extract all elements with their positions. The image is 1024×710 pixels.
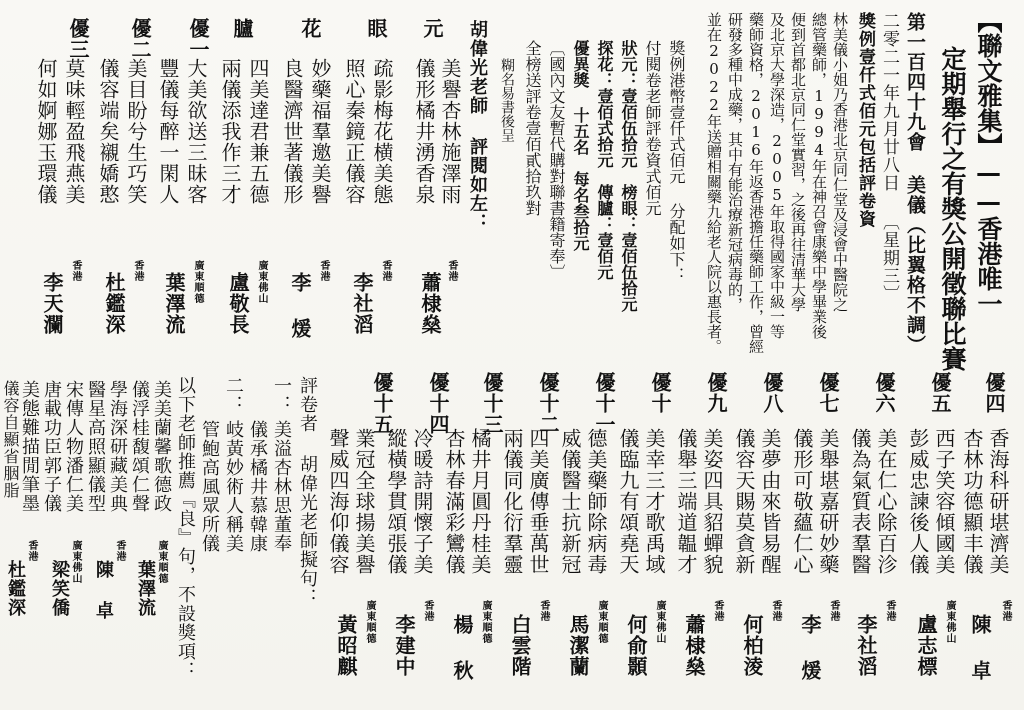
couplet-line1: 美幸三才歌禹域: [642, 428, 666, 575]
winner-region: 香港: [1000, 600, 1011, 622]
couplet-line1: 疏影梅花横美態: [370, 58, 394, 205]
recommended-line1: 美態難描閒筆墨: [19, 380, 40, 513]
judge-intro: 胡偉光老師 評閱如左：: [467, 20, 488, 232]
couplet-line2: 杏林功德顯丰儀: [960, 428, 984, 575]
winner-region: 廣東順德: [192, 260, 203, 304]
rank-yan: 眼: [364, 18, 388, 39]
couplet-line2: 照心秦鏡正儀容: [342, 58, 366, 205]
winner-name: 葉澤流: [162, 272, 186, 335]
couplet-line2: 縱橫學貫頌張儀: [384, 428, 408, 575]
rank-you-12: 優十二: [536, 372, 560, 435]
winner-region: 香港: [828, 600, 839, 622]
editor-intro: 評卷者 胡偉光老師擬句：: [297, 376, 318, 607]
winner-region: 香港: [538, 600, 549, 622]
winner-region: 廣東順德: [364, 600, 375, 644]
couplet-line1: 美譽杏林施澤雨: [438, 58, 462, 205]
recommended-region: 香港: [26, 540, 37, 562]
intro-line-6: 研發多種中成藥，其中有能治療新冠病毒的，: [726, 12, 744, 312]
prize-line-4: 探花：壹佰式拾元 傳臚：壹佰元: [595, 40, 614, 280]
editor-item2-line1: 岐黃妙術人稱美: [223, 420, 244, 553]
winner-region: 香港: [712, 600, 723, 622]
couplet-line1: 妙藥福羣邀美譽: [308, 58, 332, 205]
winner-region: 廣東順德: [480, 600, 491, 644]
winner-region: 香港: [446, 260, 457, 282]
winner-name: 盧敬長: [226, 272, 250, 335]
rank-you-2: 優二: [128, 18, 152, 60]
recommended-name: 陳 卓: [93, 560, 114, 620]
couplet-line1: 美姿四具貂蟬貌: [700, 428, 724, 575]
winner-name: 李天瀾: [40, 272, 64, 335]
couplet-line1: 大美欲送三昧客: [184, 58, 208, 205]
couplet-line1: 德美藥師除病毒: [584, 428, 608, 575]
recommended-name: 杜鑑深: [5, 560, 26, 617]
intro-line-2: 總管藥師，1994年在神召會康樂中學畢業後: [810, 12, 828, 339]
winner-region: 香港: [884, 600, 895, 622]
couplet-line2: 儀容天賜莫貪新: [732, 428, 756, 575]
recommended-line2: 唐載功臣郭子儀: [41, 380, 62, 513]
rank-you-15: 優十五: [370, 372, 394, 435]
winner-region: 廣東佛山: [256, 260, 267, 304]
prize-line-6: 〔國內文友暫代購對聯書籍寄奉〕: [547, 40, 566, 280]
recommended-line1: 學海深研藏美典: [107, 380, 128, 513]
winner-name: 李 煖: [798, 614, 822, 681]
rank-you-11: 優十一: [592, 372, 616, 435]
winner-name: 蕭棣燊: [682, 614, 706, 677]
couplet-line1: 美在仁心除百沴: [874, 428, 898, 575]
couplet-line2: 儀形橘井湧香泉: [412, 58, 436, 205]
recommended-line2: 醫星高照顯儀型: [85, 380, 106, 513]
editor-item2-label: 二：: [223, 376, 244, 414]
winner-region: 香港: [770, 600, 781, 622]
rank-you-4: 優四: [982, 372, 1006, 414]
issue-line: 第一百四十九會 美儀（比翼格不調）: [904, 12, 926, 355]
editor-item1-line2: 儀承橘井慕韓康: [247, 420, 268, 553]
winner-name: 李社滔: [854, 614, 878, 677]
rank-you-7: 優七: [816, 372, 840, 414]
intro-line-5: 藥師資格，2016年返香港擔任藥師工作，曾經: [747, 12, 765, 354]
winner-name: 李社滔: [350, 272, 374, 335]
winner-name: 何俞顥: [624, 614, 648, 677]
recommended-name: 葉澤流: [135, 560, 156, 617]
couplet-line1: 美舉堪嘉研妙藥: [816, 428, 840, 575]
editor-item1-line1: 美溢杏林思董奉: [271, 420, 292, 553]
recommended-line1: 美美蘭馨歌德政: [151, 380, 172, 513]
couplet-line2: 兩儀添我作三才: [218, 58, 242, 205]
date-line: 二零二一年九月廿八日 〔星期三〕: [879, 12, 899, 303]
prize-line-8: 糊名易書後呈: [499, 58, 515, 142]
winner-region: 香港: [380, 260, 391, 282]
couplet-line2: 儀為氣質表羣醫: [848, 428, 872, 575]
winner-region: 廣東佛山: [654, 600, 665, 644]
title-line2: 定期舉行之有獎公開徵聯比賽: [938, 46, 967, 371]
header-title: [976, 8, 1001, 316]
couplet-line1: 西子笑容傾國美: [932, 428, 956, 575]
intro-line-7: 並在2022年送贈相關藥九給老人院以惠長者。: [705, 12, 723, 354]
winner-region: 廣東佛山: [944, 600, 955, 644]
rank-hua: 花: [298, 18, 322, 39]
couplet-line1: 莫味輕盈飛燕美: [62, 58, 86, 205]
couplet-line2: 儀形可敬蘊仁心: [790, 428, 814, 575]
recommended-line2: 儀浮桂馥頌仁聲: [129, 380, 150, 513]
recommended-region: 廣東佛山: [70, 540, 81, 584]
intro-line-3: 便到首都北京同仁堂實習，之後再往清華大學: [789, 12, 807, 312]
winner-name: 白雲階: [508, 614, 532, 677]
editor-item1-label: 一：: [271, 376, 292, 414]
couplet-line1: 橘井月圓丹桂美: [468, 428, 492, 575]
recommended-region: 廣東順德: [156, 540, 167, 584]
prize-line-2: 付閱卷老師評卷資式佰元: [643, 40, 662, 216]
prize-line-3: 狀元：壹佰伍拾元 榜眼：壹佰伍拾元: [619, 40, 638, 312]
winner-name: 李 煖: [288, 272, 312, 339]
couplet-line1: 四美廣傳垂萬世: [526, 428, 550, 575]
prize-line-7: 全榜送評卷壹佰貳拾玖對: [523, 40, 542, 216]
couplet-line2: 儀容端矣襯嬌憨: [96, 58, 120, 205]
prize-line-5: 優異獎 十五名 每名叁拾元: [571, 40, 590, 251]
couplet-line2: 儀舉三端道韞才: [674, 428, 698, 575]
winner-name: 馬潔蘭: [566, 614, 590, 677]
rank-you-5: 優五: [928, 372, 952, 414]
couplet-line2: 兩儀同化衍羣靈: [500, 428, 524, 575]
recommended-region: 香港: [114, 540, 125, 562]
couplet-line1: 四美達君兼五德: [246, 58, 270, 205]
winner-name: 李建中: [392, 614, 416, 677]
couplet-line1: 美夢由來皆易醒: [758, 428, 782, 575]
couplet-line1: 業冠全球揚美譽: [352, 428, 376, 575]
winner-region: 香港: [70, 260, 81, 282]
prize-line-1: 獎例港幣壹仟式佰元 分配如下：: [667, 40, 686, 283]
winner-name: 黃昭麒: [334, 614, 358, 677]
intro-line-1: 林美儀小姐乃香港北京同仁堂及浸會中醫院之: [831, 12, 849, 312]
rank-you-1: 優一: [186, 18, 210, 60]
title-line1: 【聯文雅集】——香港唯一: [974, 8, 1003, 316]
rank-you-3: 優三: [66, 18, 90, 60]
winner-name: 何柏淩: [740, 614, 764, 677]
couplet-line2: 彭威忠諫後人儀: [906, 428, 930, 575]
rank-you-10: 優十: [648, 372, 672, 414]
rank-yuan: 元: [420, 18, 444, 39]
rank-you-6: 優六: [872, 372, 896, 414]
intro-line-4: 及北京大學深造，2005年取得國家中級一等: [768, 12, 786, 339]
rank-you-9: 優九: [704, 372, 728, 414]
winner-name: 盧志標: [914, 614, 938, 677]
couplet-line2: 儀臨九有頌堯天: [616, 428, 640, 575]
winner-region: 廣東順德: [596, 600, 607, 644]
winner-name: 陳 卓: [968, 614, 992, 681]
prize-heading: 獎例壹仟式佰元包括評卷資: [855, 12, 875, 228]
couplet-line1: 美目盼兮生巧笑: [124, 58, 148, 205]
winner-name: 杜鑑深: [102, 272, 126, 335]
header-subtitle: [940, 46, 965, 371]
recommended-name: 梁笑僑: [49, 560, 70, 617]
couplet-line2: 威儀醫士抗新冠: [558, 428, 582, 575]
recommended-line1: 宋傳人物潘仁美: [63, 380, 84, 513]
couplet-line2: 何如婀娜玉環儀: [34, 58, 58, 205]
rank-you-13: 優十三: [480, 372, 504, 435]
rank-you-8: 優八: [760, 372, 784, 414]
winner-name: 蕭棣燊: [418, 272, 442, 335]
winner-name: 楊 秋: [450, 614, 474, 681]
couplet-line1: 香海科研堪濟美: [986, 428, 1010, 575]
couplet-line2: 良醫濟世著儀形: [280, 58, 304, 205]
winner-region: 香港: [132, 260, 143, 282]
winner-region: 香港: [422, 600, 433, 622]
couplet-line2: 豐儀每醉一閑人: [156, 58, 180, 205]
winner-region: 香港: [318, 260, 329, 282]
editor-note: 以下老師推薦『良』句，不設獎項：: [175, 376, 196, 680]
couplet-line2: 聲威四海仰儀容: [326, 428, 350, 575]
rank-you-14: 優十四: [426, 372, 450, 435]
recommended-line2: 儀容自顯省胭脂: [1, 380, 20, 499]
rank-lu: 臚: [230, 18, 254, 39]
editor-item2-line2: 管鮑高風眾所儀: [199, 420, 220, 553]
couplet-line2: 杏林春滿彩鸞儀: [442, 428, 466, 575]
couplet-line1: 冷暖詩開懷子美: [410, 428, 434, 575]
